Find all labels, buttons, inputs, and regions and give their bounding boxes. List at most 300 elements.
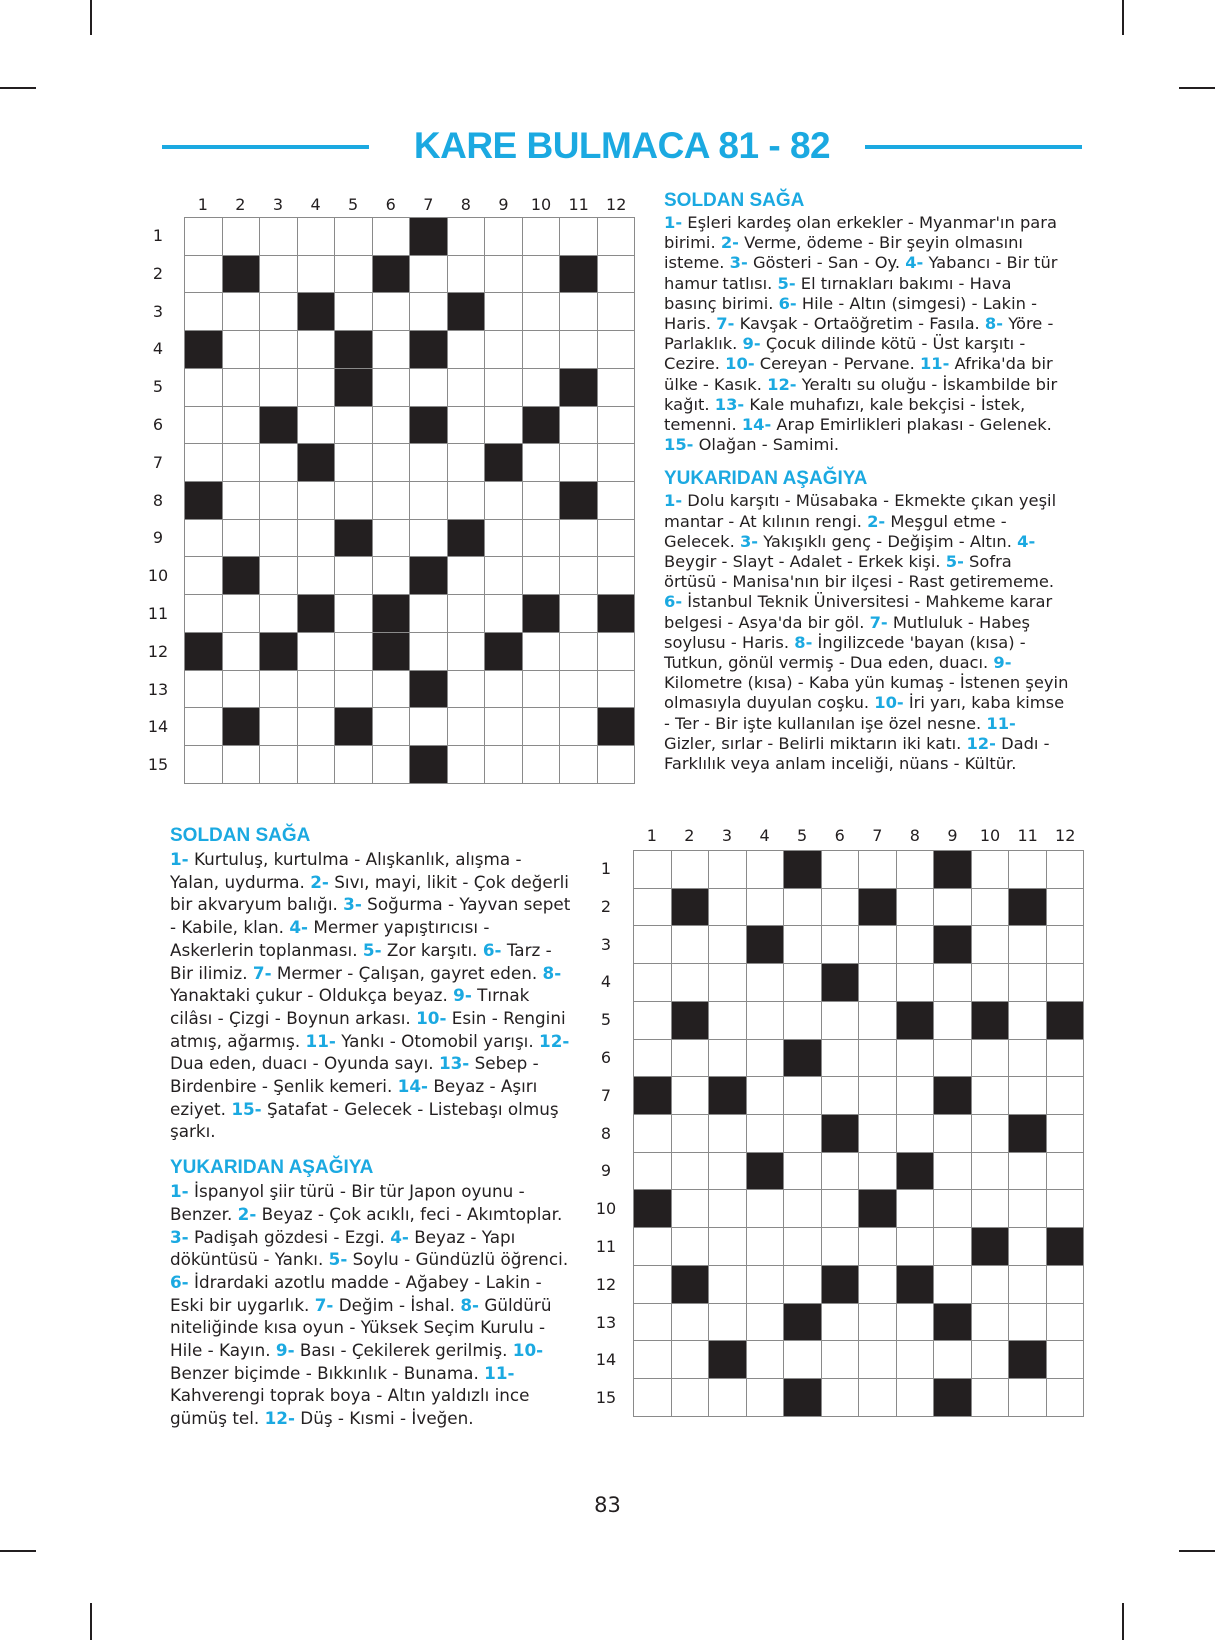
grid-cell[interactable] [896, 1228, 934, 1266]
grid-cell[interactable] [522, 746, 560, 784]
grid-cell[interactable] [971, 1190, 1009, 1228]
grid-cell[interactable] [971, 1152, 1009, 1190]
grid-cell[interactable] [410, 368, 448, 406]
grid-cell[interactable] [260, 255, 298, 293]
grid-cell[interactable] [971, 1039, 1009, 1077]
grid-cell[interactable] [260, 368, 298, 406]
grid-cell[interactable] [896, 1190, 934, 1228]
grid-cell[interactable] [821, 1341, 859, 1379]
grid-cell[interactable] [934, 1190, 972, 1228]
grid-cell[interactable] [821, 926, 859, 964]
grid-cell[interactable] [335, 557, 373, 595]
grid-cell[interactable] [746, 1039, 784, 1077]
grid-cell[interactable] [934, 1228, 972, 1266]
grid-cell[interactable] [634, 1379, 672, 1417]
grid-cell[interactable] [372, 670, 410, 708]
grid-cell[interactable] [634, 1228, 672, 1266]
grid-cell[interactable] [709, 888, 747, 926]
grid-cell[interactable] [859, 1303, 897, 1341]
grid-cell[interactable] [1046, 1265, 1084, 1303]
grid-cell[interactable] [1046, 851, 1084, 889]
grid-cell[interactable] [671, 1152, 709, 1190]
grid-cell[interactable] [297, 368, 335, 406]
grid-cell[interactable] [746, 888, 784, 926]
grid-cell[interactable] [746, 1001, 784, 1039]
grid-cell[interactable] [222, 406, 260, 444]
grid-cell[interactable] [1046, 1152, 1084, 1190]
grid-cell[interactable] [859, 1152, 897, 1190]
grid-cell[interactable] [1046, 1190, 1084, 1228]
grid-cell[interactable] [522, 293, 560, 331]
grid-cell[interactable] [222, 482, 260, 520]
grid-cell[interactable] [260, 293, 298, 331]
grid-cell[interactable] [1009, 926, 1047, 964]
grid-cell[interactable] [1009, 1152, 1047, 1190]
clue-panel [170, 825, 575, 1443]
grid-cell[interactable] [709, 1152, 747, 1190]
grid-cell[interactable] [260, 519, 298, 557]
grid-cell[interactable] [859, 1115, 897, 1153]
grid-cell[interactable] [1046, 1341, 1084, 1379]
grid-cell[interactable] [297, 557, 335, 595]
grid-cell[interactable] [896, 964, 934, 1002]
grid-cell[interactable] [896, 888, 934, 926]
grid-cell[interactable] [896, 926, 934, 964]
grid-cell[interactable] [859, 1001, 897, 1039]
grid-cell[interactable] [185, 557, 223, 595]
grid-cell[interactable] [297, 406, 335, 444]
grid-cell[interactable] [634, 1115, 672, 1153]
grid-cell[interactable] [1046, 1077, 1084, 1115]
grid-cell[interactable] [522, 632, 560, 670]
grid-cell[interactable] [709, 1001, 747, 1039]
grid-cell[interactable] [896, 1077, 934, 1115]
grid-cell[interactable] [1046, 926, 1084, 964]
grid-cell[interactable] [1009, 1190, 1047, 1228]
grid-cell[interactable] [297, 632, 335, 670]
grid-cell[interactable] [1009, 1228, 1047, 1266]
grid-cell[interactable] [297, 708, 335, 746]
grid-cell[interactable] [821, 1152, 859, 1190]
grid-cell[interactable] [335, 218, 373, 256]
grid-cell[interactable] [821, 1190, 859, 1228]
grid-cell[interactable] [934, 1265, 972, 1303]
grid-cell[interactable] [372, 444, 410, 482]
grid-cell[interactable] [485, 331, 523, 369]
grid-cell[interactable] [485, 746, 523, 784]
grid-cell[interactable] [222, 746, 260, 784]
grid-cell[interactable] [597, 746, 635, 784]
grid-cell[interactable] [447, 406, 485, 444]
grid-cell[interactable] [447, 708, 485, 746]
grid-cell[interactable] [260, 595, 298, 633]
grid-cell[interactable] [260, 557, 298, 595]
grid-cell[interactable] [560, 746, 598, 784]
grid-cell[interactable] [1009, 964, 1047, 1002]
grid-cell[interactable] [485, 368, 523, 406]
grid-cell[interactable] [185, 255, 223, 293]
grid-cell[interactable] [522, 708, 560, 746]
grid-cell[interactable] [260, 746, 298, 784]
grid-cell[interactable] [372, 708, 410, 746]
grid-cell[interactable] [222, 331, 260, 369]
grid-cell[interactable] [410, 255, 448, 293]
grid-cell[interactable] [896, 1379, 934, 1417]
grid-cell[interactable] [335, 746, 373, 784]
grid-cell[interactable] [971, 1115, 1009, 1153]
grid-cell[interactable] [222, 670, 260, 708]
grid-cell[interactable] [597, 255, 635, 293]
grid-cell[interactable] [934, 888, 972, 926]
grid-cell[interactable] [597, 519, 635, 557]
grid-cell[interactable] [522, 331, 560, 369]
grid-cell[interactable] [634, 1303, 672, 1341]
grid-cell[interactable] [222, 444, 260, 482]
grid-cell[interactable] [372, 482, 410, 520]
grid-cell[interactable] [485, 482, 523, 520]
grid-cell[interactable] [597, 557, 635, 595]
grid-cell[interactable] [784, 1001, 822, 1039]
grid-cell[interactable] [1046, 1379, 1084, 1417]
grid-cell[interactable] [522, 482, 560, 520]
grid-cell[interactable] [522, 255, 560, 293]
crossword-grid[interactable] [633, 850, 1084, 1417]
grid-cell[interactable] [671, 1303, 709, 1341]
grid-cell[interactable] [821, 1228, 859, 1266]
grid-cell[interactable] [746, 1379, 784, 1417]
grid-cell[interactable] [597, 670, 635, 708]
grid-cell[interactable] [297, 746, 335, 784]
grid-cell[interactable] [821, 1379, 859, 1417]
grid-cell[interactable] [746, 1228, 784, 1266]
grid-cell[interactable] [447, 368, 485, 406]
grid-cell[interactable] [634, 964, 672, 1002]
grid-cell[interactable] [634, 851, 672, 889]
grid-cell[interactable] [297, 482, 335, 520]
grid-cell[interactable] [859, 851, 897, 889]
grid-cell[interactable] [746, 1303, 784, 1341]
grid-cell[interactable] [634, 1265, 672, 1303]
grid-cell[interactable] [297, 331, 335, 369]
grid-cell[interactable] [260, 444, 298, 482]
grid-cell[interactable] [971, 888, 1009, 926]
grid-cell[interactable] [222, 368, 260, 406]
grid-cell[interactable] [260, 670, 298, 708]
grid-cell[interactable] [260, 708, 298, 746]
grid-cell[interactable] [634, 926, 672, 964]
grid-cell[interactable] [784, 1228, 822, 1266]
grid-cell[interactable] [335, 406, 373, 444]
grid-cell[interactable] [671, 1039, 709, 1077]
grid-cell[interactable] [1009, 1039, 1047, 1077]
grid-cell[interactable] [222, 595, 260, 633]
grid-cell[interactable] [859, 1341, 897, 1379]
grid-cell[interactable] [1009, 851, 1047, 889]
grid-cell[interactable] [560, 519, 598, 557]
grid-cell[interactable] [784, 888, 822, 926]
grid-cell[interactable] [222, 218, 260, 256]
grid-cell[interactable] [896, 851, 934, 889]
grid-cell[interactable] [185, 595, 223, 633]
grid-cell[interactable] [784, 926, 822, 964]
grid-cell[interactable] [671, 1077, 709, 1115]
row-number: 14 [595, 1350, 617, 1370]
grid-cell[interactable] [222, 632, 260, 670]
grid-cell[interactable] [597, 293, 635, 331]
grid-cell[interactable] [821, 1077, 859, 1115]
grid-cell[interactable] [297, 670, 335, 708]
grid-cell[interactable] [560, 218, 598, 256]
grid-cell[interactable] [185, 670, 223, 708]
grid-cell[interactable] [410, 632, 448, 670]
grid-cell[interactable] [372, 557, 410, 595]
grid-cell[interactable] [485, 595, 523, 633]
grid-cell[interactable] [372, 293, 410, 331]
grid-cell[interactable] [185, 293, 223, 331]
clue-text: Güldürü niteliğinde kısa oyun - Yüksek Seçim Kurulu - Hile - Kayın. [170, 1294, 552, 1361]
grid-cell[interactable] [522, 519, 560, 557]
grid-cell[interactable] [485, 670, 523, 708]
grid-cell[interactable] [297, 218, 335, 256]
grid-cell[interactable] [859, 1228, 897, 1266]
grid-cell[interactable] [260, 331, 298, 369]
grid-cell[interactable] [597, 368, 635, 406]
grid-cell[interactable] [597, 218, 635, 256]
grid-cell[interactable] [971, 1303, 1009, 1341]
grid-cell[interactable] [485, 218, 523, 256]
grid-cell[interactable] [634, 888, 672, 926]
grid-cell[interactable] [971, 926, 1009, 964]
grid-cell[interactable] [1009, 1077, 1047, 1115]
grid-cell[interactable] [185, 519, 223, 557]
grid-cell[interactable] [746, 1341, 784, 1379]
grid-cell[interactable] [485, 519, 523, 557]
grid-cell[interactable] [784, 964, 822, 1002]
grid-cell[interactable] [597, 632, 635, 670]
grid-cell[interactable] [1046, 1115, 1084, 1153]
grid-cell[interactable] [560, 331, 598, 369]
grid-cell[interactable] [784, 1115, 822, 1153]
grid-cell[interactable] [634, 1152, 672, 1190]
grid-cell[interactable] [971, 964, 1009, 1002]
grid-cell[interactable] [560, 670, 598, 708]
grid-cell[interactable] [447, 557, 485, 595]
grid-cell[interactable] [784, 1341, 822, 1379]
grid-cell[interactable] [560, 293, 598, 331]
grid-cell[interactable] [784, 1152, 822, 1190]
grid-cell[interactable] [597, 331, 635, 369]
grid-cell[interactable] [746, 1265, 784, 1303]
grid-cell[interactable] [709, 1190, 747, 1228]
grid-cell[interactable] [447, 746, 485, 784]
grid-cell[interactable] [859, 1039, 897, 1077]
grid-cell[interactable] [934, 1115, 972, 1153]
grid-cell[interactable] [709, 926, 747, 964]
grid-cell[interactable] [821, 1303, 859, 1341]
grid-cell[interactable] [859, 1077, 897, 1115]
grid-cell[interactable] [971, 851, 1009, 889]
grid-cell[interactable] [1046, 1303, 1084, 1341]
grid-cell[interactable] [372, 218, 410, 256]
grid-cell[interactable] [447, 482, 485, 520]
grid-cell[interactable] [185, 708, 223, 746]
grid-cell[interactable] [522, 218, 560, 256]
grid-cell[interactable] [560, 557, 598, 595]
grid-cell[interactable] [671, 1379, 709, 1417]
grid-cell[interactable] [671, 1190, 709, 1228]
grid-cell[interactable] [859, 926, 897, 964]
grid-cell[interactable] [671, 1115, 709, 1153]
grid-cell[interactable] [297, 519, 335, 557]
grid-cell[interactable] [185, 218, 223, 256]
grid-cell[interactable] [485, 557, 523, 595]
grid-cell[interactable] [709, 1265, 747, 1303]
grid-cell[interactable] [447, 218, 485, 256]
grid-cell[interactable] [896, 1039, 934, 1077]
grid-cell[interactable] [709, 1303, 747, 1341]
grid-cell[interactable] [485, 708, 523, 746]
grid-cell[interactable] [447, 670, 485, 708]
grid-cell[interactable] [746, 1190, 784, 1228]
clue-text: Kahverengi toprak boya - Altın yaldızlı ince gümüş tel. [170, 1385, 530, 1429]
grid-cell[interactable] [671, 964, 709, 1002]
grid-cell[interactable] [634, 1341, 672, 1379]
grid-cell[interactable] [522, 444, 560, 482]
grid-cell[interactable] [709, 964, 747, 1002]
grid-cell[interactable] [560, 708, 598, 746]
grid-cell[interactable] [447, 595, 485, 633]
grid-cell[interactable] [859, 964, 897, 1002]
grid-cell[interactable] [297, 255, 335, 293]
grid-cell[interactable] [597, 444, 635, 482]
grid-cell[interactable] [410, 595, 448, 633]
crossword-grid[interactable] [184, 217, 635, 784]
grid-cell[interactable] [821, 888, 859, 926]
grid-cell[interactable] [671, 926, 709, 964]
grid-cell[interactable] [971, 1077, 1009, 1115]
grid-cell[interactable] [260, 482, 298, 520]
grid-cell[interactable] [634, 1039, 672, 1077]
grid-cell[interactable] [372, 746, 410, 784]
grid-cell[interactable] [896, 1341, 934, 1379]
grid-cell[interactable] [410, 519, 448, 557]
grid-cell[interactable] [896, 1303, 934, 1341]
clue-text: Dadı - Farklılık veya anlam inceliği, nüans - Kültür. [664, 733, 1050, 774]
grid-cell[interactable] [934, 1039, 972, 1077]
grid-cell[interactable] [784, 1077, 822, 1115]
grid-cell[interactable] [784, 1265, 822, 1303]
grid-cell[interactable] [185, 746, 223, 784]
grid-cell[interactable] [746, 1115, 784, 1153]
grid-cell[interactable] [372, 331, 410, 369]
grid-cell[interactable] [597, 482, 635, 520]
grid-cell[interactable] [821, 851, 859, 889]
grid-cell[interactable] [671, 1341, 709, 1379]
grid-cell[interactable] [821, 1039, 859, 1077]
grid-cell[interactable] [372, 406, 410, 444]
grid-cell[interactable] [1046, 964, 1084, 1002]
grid-cell[interactable] [971, 1379, 1009, 1417]
grid-cell[interactable] [709, 1039, 747, 1077]
grid-cell[interactable] [410, 444, 448, 482]
grid-cell[interactable] [185, 444, 223, 482]
grid-cell[interactable] [522, 670, 560, 708]
grid-cell[interactable] [260, 218, 298, 256]
grid-cell[interactable] [485, 293, 523, 331]
grid-cell[interactable] [934, 964, 972, 1002]
grid-cell[interactable] [1009, 1001, 1047, 1039]
grid-cell[interactable] [447, 255, 485, 293]
grid-cell[interactable] [821, 1001, 859, 1039]
grid-cell[interactable] [971, 1341, 1009, 1379]
grid-cell[interactable] [709, 1115, 747, 1153]
grid-cell[interactable] [859, 1379, 897, 1417]
grid-cell[interactable] [1046, 888, 1084, 926]
grid-cell[interactable] [896, 1115, 934, 1153]
grid-cell[interactable] [634, 1001, 672, 1039]
grid-cell[interactable] [746, 1077, 784, 1115]
grid-cell[interactable] [335, 255, 373, 293]
grid-cell[interactable] [934, 1001, 972, 1039]
grid-cell[interactable] [447, 632, 485, 670]
grid-cell[interactable] [1009, 1303, 1047, 1341]
grid-cell[interactable] [335, 632, 373, 670]
grid-cell[interactable] [372, 368, 410, 406]
grid-cell[interactable] [709, 1228, 747, 1266]
grid-cell[interactable] [859, 1265, 897, 1303]
grid-cell[interactable] [971, 1265, 1009, 1303]
grid-cell[interactable] [410, 293, 448, 331]
grid-cell[interactable] [560, 632, 598, 670]
grid-cell[interactable] [522, 557, 560, 595]
grid-cell[interactable] [597, 406, 635, 444]
grid-cell[interactable] [934, 1152, 972, 1190]
grid-cell[interactable] [671, 851, 709, 889]
grid-cell[interactable] [671, 1228, 709, 1266]
grid-cell[interactable] [560, 406, 598, 444]
grid-cell[interactable] [335, 444, 373, 482]
grid-cell[interactable] [709, 851, 747, 889]
grid-cell[interactable] [485, 255, 523, 293]
grid-cell[interactable] [934, 1341, 972, 1379]
grid-cell[interactable] [746, 851, 784, 889]
grid-cell[interactable] [784, 1190, 822, 1228]
grid-cell[interactable] [447, 331, 485, 369]
grid-cell[interactable] [372, 519, 410, 557]
grid-cell[interactable] [222, 519, 260, 557]
grid-cell[interactable] [335, 293, 373, 331]
grid-cell[interactable] [522, 368, 560, 406]
grid-cell[interactable] [485, 406, 523, 444]
grid-cell[interactable] [410, 708, 448, 746]
grid-cell[interactable] [447, 444, 485, 482]
grid-cell[interactable] [410, 482, 448, 520]
grid-cell[interactable] [335, 595, 373, 633]
grid-cell[interactable] [1009, 1265, 1047, 1303]
grid-cell[interactable] [560, 595, 598, 633]
grid-cell[interactable] [222, 293, 260, 331]
grid-cell[interactable] [746, 964, 784, 1002]
clue-text: El tırnakları bakımı - Hava basınç birimi. [664, 273, 1012, 313]
grid-cell[interactable] [335, 482, 373, 520]
grid-cell[interactable] [185, 406, 223, 444]
grid-cell[interactable] [709, 1379, 747, 1417]
grid-cell[interactable] [1009, 1379, 1047, 1417]
grid-cell[interactable] [335, 670, 373, 708]
grid-cell[interactable] [1046, 1039, 1084, 1077]
grid-cell[interactable] [560, 444, 598, 482]
grid-cell[interactable] [185, 368, 223, 406]
